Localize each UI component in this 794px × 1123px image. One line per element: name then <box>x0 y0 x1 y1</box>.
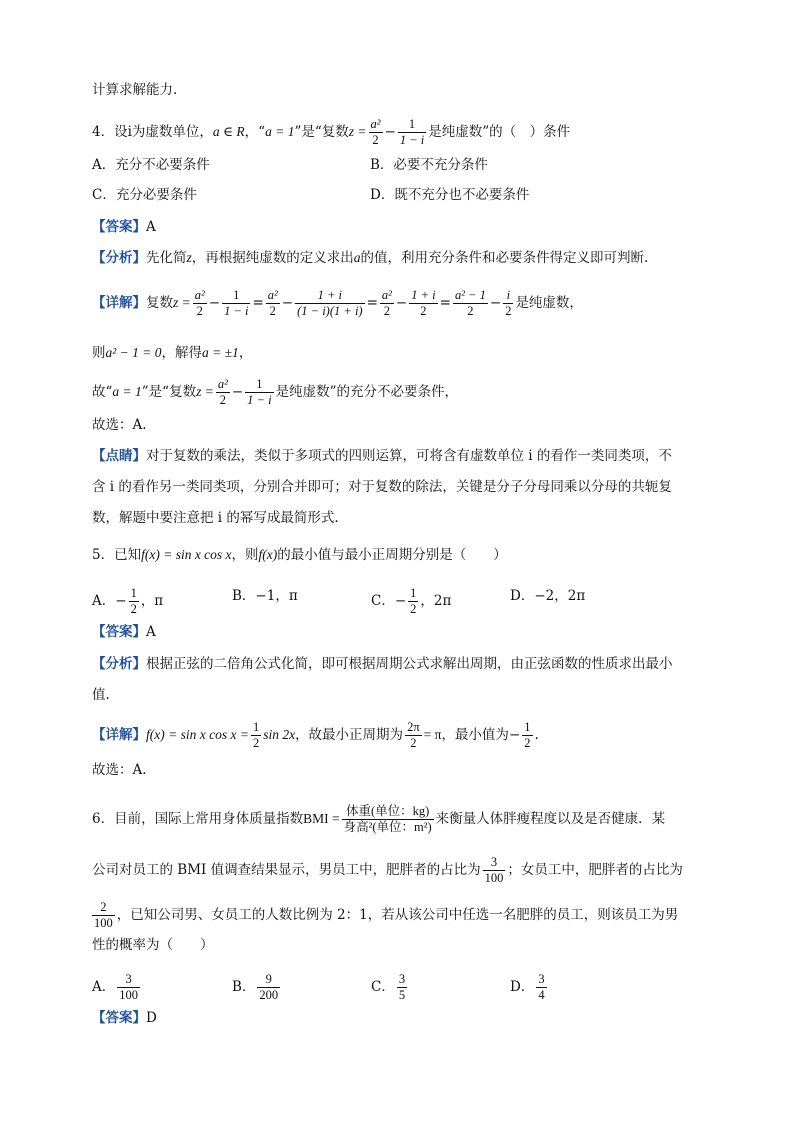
minus: − <box>384 124 396 140</box>
question-5-stem: 5．已知f(x) = sin x cos x，则f(x)的最小值与最小正周期分别是（ ） <box>92 547 507 563</box>
q4-math: z = <box>348 124 367 139</box>
q4-answer: 【答案】A <box>92 219 156 235</box>
fraction: $\frac{1}{1 - i}$ <box>399 117 425 147</box>
q4-tip-line1: 【点睛】对于复数的乘法，类似于多项式的四则运算，可将含有虚数单位 i 的看作一类同类项，不 <box>92 448 672 464</box>
q4-select: 故选：A. <box>92 417 147 433</box>
q6-option-a: A． $\frac{3}{100}$ <box>92 972 138 1002</box>
q5-analysis-line2: 值. <box>92 687 110 703</box>
q5-answer: 【答案】A <box>92 624 156 640</box>
q4-cond-math: a ∈ R <box>212 124 245 139</box>
q5-option-d: D．−2，2π <box>510 588 586 604</box>
q4-text: ”是“复数 <box>294 124 349 140</box>
question-6-line3: $\frac{2}{100}$ ，已知公司男、女员工的人数比例为 2：1，若从该公司中任选一名肥胖的员工，则该员工为男 <box>94 900 679 930</box>
q5-analysis: 【分析】根据正弦的二倍角公式化简，即可根据周期公式求解出周期，由正弦函数的性质求出最小 <box>92 656 673 672</box>
q4-option-d: D．既不充分也不必要条件 <box>370 187 530 203</box>
q6-option-c: C． $\frac{3}{5}$ <box>371 972 406 1002</box>
question-4-stem <box>92 117 570 148</box>
q6-option-b: B． $\frac{9}{200}$ <box>232 972 279 1002</box>
question-6-line2: 公司对员工的 BMI 值调查结果显示，男员工中，肥胖者的占比为 $\frac{3}{100}$ ；女员工中，肥胖者的占比为 <box>92 855 683 885</box>
q5-select: 故选：A. <box>92 762 147 778</box>
q5-option-a: A．− $\frac{1}{2}$ ，π <box>92 586 164 616</box>
q4-text: ，“ <box>244 124 266 140</box>
q4-suffix: 是纯虚数”的（ ）条件 <box>428 124 571 140</box>
q4-option-c: C．充分必要条件 <box>92 187 197 203</box>
question-6-line4: 性的概率为（ ） <box>92 937 214 953</box>
q4-tip-line2: 含 i 的看作另一类同类项，分别合并即可；对于复数的除法，关键是分子分母同乘以分母的共轭复 <box>92 479 672 495</box>
q5-detail: 【详解】f(x) = sin x cos x = $\frac{1}{2}$ sin 2x，故最小正周期为 $\frac{2\pi}{2}$ = π，最小值为− $\frac{1}{2}$ . <box>92 720 539 750</box>
q4-tip-line3: 数，解题中要注意把 i 的幂写成最简形式. <box>92 510 339 526</box>
text-line: 计算求解能力. <box>92 82 178 98</box>
q4-analysis: 【分析】先化简z，再根据纯虚数的定义求出a的值，利用充分条件和必要条件得定义即可判断. <box>92 250 649 266</box>
q4-cond-math: a = 1 <box>265 124 295 139</box>
q4-prefix: 4．设i为虚数单位， <box>92 124 213 140</box>
q4-detail-line3: 故“a = 1”是“复数z = $\frac{\text{a²}}{2}$ − $\frac{1}{1 - i}$ 是纯虚数”的充分不必要条件， <box>92 377 458 407</box>
q4-detail-line2: 则a² − 1 = 0，解得a = ±1， <box>92 345 253 361</box>
q4-option-a: A．充分不必要条件 <box>92 157 210 173</box>
q4-detail: 【详解】复数z = $\frac{\text{a²}}{2}$ − $\frac{1}{1 - i}$ = $\frac{\text{a²}}{2}$ − $\frac{1 + i}{(1 - i)(1 + i)}$ = $\frac{\text{a²}}{2}$ − $\frac{1 + i}{2}$ = $\frac{\text{a² − 1}}{2}$ − $\frac{i}{2}$ 是纯虚数， <box>92 288 583 318</box>
fraction: $\frac{\text{a²}}{2}$ <box>370 117 381 147</box>
question-6-line1: 6．目前，国际上常用身体质量指数BMI = $\frac{\text{体重(单位：kg)}}{\text{身高²(单位：m²)}}$ 来衡量人体胖瘦程度以及是否健康．某 <box>92 804 666 834</box>
q4-option-b: B．必要不充分条件 <box>370 157 488 173</box>
q6-option-d: D． $\frac{3}{4}$ <box>510 972 545 1002</box>
q6-answer: 【答案】D <box>92 1010 157 1026</box>
q5-option-b: B．−1，π <box>232 588 298 604</box>
q5-option-c: C．− $\frac{1}{2}$ ，2π <box>371 586 452 616</box>
